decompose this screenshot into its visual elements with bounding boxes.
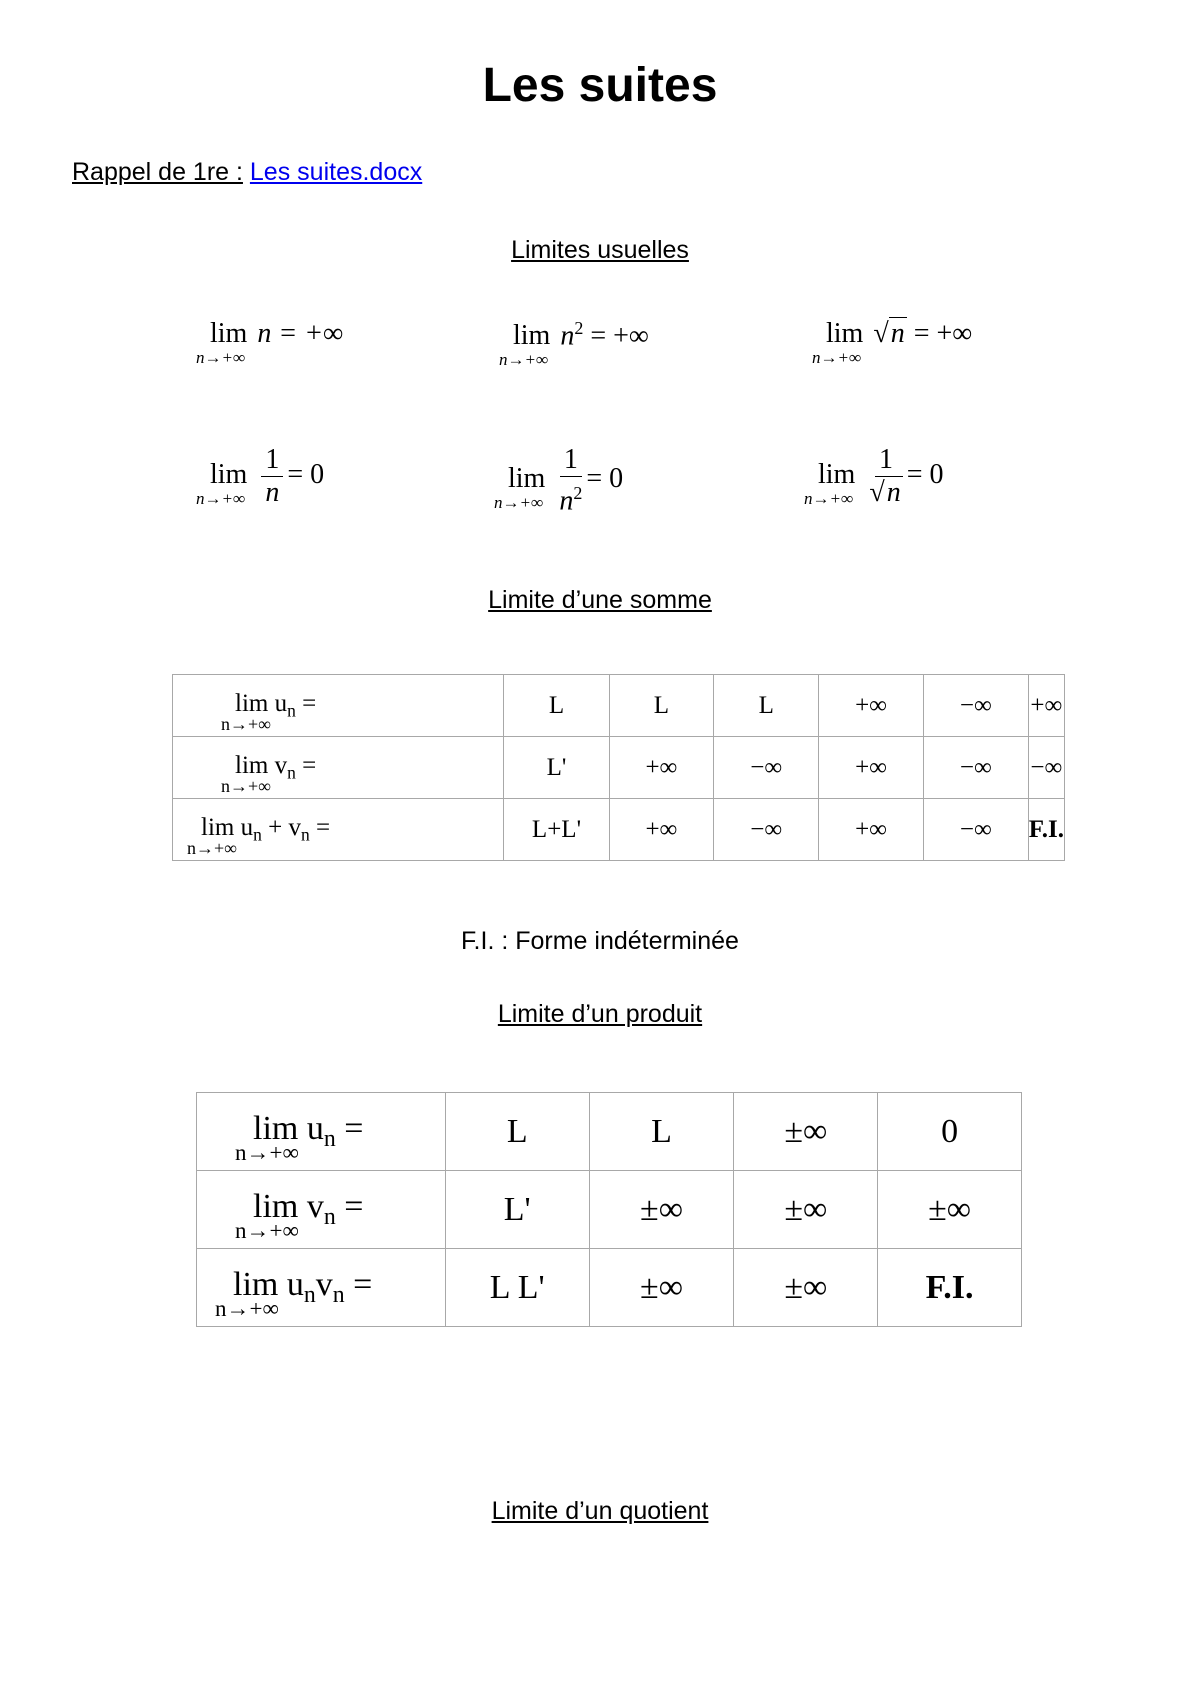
table-cell: ±∞ — [734, 1093, 878, 1171]
table-cell: ±∞ — [878, 1171, 1022, 1249]
table-cell: ±∞ — [734, 1171, 878, 1249]
formula-lim-sqrt-n: lim n→+∞ √n = +∞ — [812, 318, 973, 367]
table-cell: ±∞ — [734, 1249, 878, 1327]
somme-table — [172, 674, 1065, 861]
table-cell: −∞ — [714, 799, 819, 861]
table-cell: +∞ — [609, 799, 714, 861]
table-cell: L' — [445, 1171, 589, 1249]
formula-lim-1-over-n: lim n→+∞ $\frac{1}{n}$ = 0 — [196, 444, 325, 508]
table-cell: ±∞ — [589, 1249, 734, 1327]
table-cell: L — [504, 675, 609, 737]
row-head-lim-vn: lim n→+∞ $v_n$ = — [173, 737, 504, 799]
table-cell: −∞ — [1028, 737, 1064, 799]
table-cell: L' — [504, 737, 609, 799]
table-cell: L — [714, 675, 819, 737]
heading-limite-somme: Limite d’une somme — [488, 586, 712, 614]
row-head-lim-un: lim n→+∞ $u_n$ = — [197, 1093, 446, 1171]
table-cell: −∞ — [923, 675, 1028, 737]
table-cell: 0 — [878, 1093, 1022, 1171]
heading-limite-quotient: Limite d’un quotient — [491, 1497, 709, 1525]
table-cell: L — [609, 675, 714, 737]
table-cell: +∞ — [819, 737, 924, 799]
row-head-lim-un: lim n→+∞ $u_n$ = — [173, 675, 504, 737]
table-row — [173, 675, 1065, 737]
row-head-lim-un-plus-vn: lim n→+∞ $u_n + v_n$ = — [173, 799, 504, 861]
rappel-label: Rappel de 1re : — [72, 158, 243, 186]
table-cell: L L' — [445, 1249, 589, 1327]
formula-lim-1-over-sqrt-n: lim n→+∞ $\frac{1}{√n}$ = 0 — [804, 444, 944, 508]
table-cell: L — [445, 1093, 589, 1171]
rappel-line — [72, 158, 422, 187]
table-row — [173, 799, 1065, 861]
table-cell: L — [589, 1093, 734, 1171]
row-head-lim-unvn: lim n→+∞ $u_nv_n$ = — [197, 1249, 446, 1327]
produit-table — [196, 1092, 1022, 1327]
table-cell: −∞ — [923, 737, 1028, 799]
table-cell: +∞ — [1028, 675, 1064, 737]
table-cell: ±∞ — [589, 1171, 734, 1249]
heading-limite-produit: Limite d’un produit — [497, 1000, 703, 1028]
table-cell: F.I. — [1028, 799, 1064, 861]
table-row — [197, 1171, 1022, 1249]
rappel-link[interactable]: Les suites.docx — [249, 158, 423, 186]
page-title: Les suites — [482, 59, 718, 112]
row-head-lim-vn: lim n→+∞ $v_n$ = — [197, 1171, 446, 1249]
table-cell: −∞ — [714, 737, 819, 799]
table-cell: +∞ — [819, 675, 924, 737]
formula-lim-1-over-n-squared: lim n→+∞ $\frac{1}{n^2}$ = 0 — [494, 444, 624, 517]
table-cell: +∞ — [819, 799, 924, 861]
table-cell: F.I. — [878, 1249, 1022, 1327]
table-row — [197, 1093, 1022, 1171]
fi-note: F.I. : Forme indéterminée — [461, 927, 739, 955]
table-cell: L+L' — [504, 799, 609, 861]
table-row — [197, 1249, 1022, 1327]
formula-lim-n-squared: lim n→+∞ $n^2$ = +∞ — [499, 318, 649, 370]
heading-limites-usuelles: Limites usuelles — [511, 236, 689, 264]
table-cell: +∞ — [609, 737, 714, 799]
table-row — [173, 737, 1065, 799]
formula-lim-n: lim n→+∞ n = +∞ — [196, 318, 344, 367]
table-cell: −∞ — [923, 799, 1028, 861]
